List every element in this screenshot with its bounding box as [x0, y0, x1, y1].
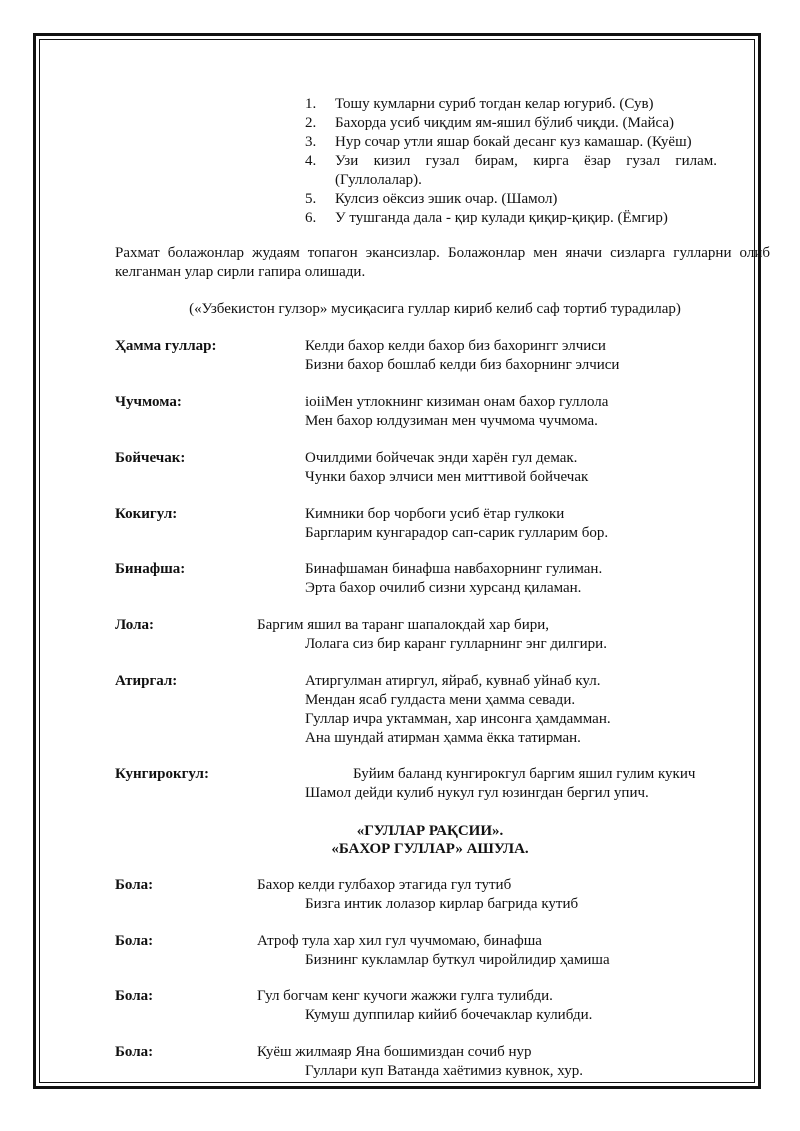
verse-line: Куёш жилмаяр Яна бошимиздан сочиб нур	[257, 1044, 532, 1060]
section-heading: «ГУЛЛАР РАҚСИИ».	[356, 823, 504, 839]
riddle-text: У тушганда дала - қир кулади қиқир-қиқир. (Ёмгир)	[335, 210, 668, 226]
verse-line: Бизга интик лолазор кирлар багрида кутиб	[305, 896, 579, 912]
speaker-label: Кокигул:	[115, 506, 178, 522]
verse-line: Чунки бахор элчиси мен миттивой бойчечак	[305, 469, 589, 485]
verse-line: Гуллари куп Ватанда хаётимиз кувнок, хур.	[305, 1063, 583, 1079]
verse-line: Гуллар ичра уктамман, хар инсонга ҳамдамман.	[305, 711, 611, 727]
verse-line: Мендан ясаб гулдаста мени ҳамма севади.	[305, 692, 576, 708]
verse-line: Кумуш дуппилар кийиб бочечаклар кулибди.	[305, 1007, 593, 1023]
riddle-text: Бахорда усиб чиқдим ям-яшил бўлиб чиқди. (Майса)	[335, 115, 675, 131]
riddle-number: 2.	[305, 115, 317, 131]
riddle-number: 1.	[305, 96, 317, 112]
riddle-number: 4.	[305, 153, 317, 169]
verse-line: Келди бахор келди бахор биз бахорингг элчиси	[305, 338, 606, 354]
section-heading: «БАХОР ГУЛЛАР» АШУЛА.	[331, 841, 529, 857]
verse-line: ioiiМен утлокнинг кизиман онам бахор гуллола	[305, 394, 609, 410]
speaker-label: Лола:	[115, 617, 155, 633]
verse-line: Очилдими бойчечак энди харён гул демак.	[305, 450, 578, 466]
verse-line: Атиргулман атиргул, яйраб, кувнаб уйнаб кул.	[305, 673, 601, 689]
verse-line: Кимники бор чорбоги усиб ётар гулкоки	[305, 506, 565, 522]
riddle-number: 6.	[305, 210, 317, 226]
speaker-label: Кунгирокгул:	[115, 766, 209, 782]
verse-line: Лолага сиз бир каранг гулларнинг энг дилгири.	[305, 636, 607, 652]
riddle-text: Кулсиз оёксиз эшик очар. (Шамол)	[335, 191, 558, 207]
speaker-label: Бола:	[115, 933, 154, 949]
speaker-label: Бойчечак:	[115, 450, 186, 466]
speaker-label: Атиргал:	[115, 673, 178, 689]
speaker-label: Бола:	[115, 988, 154, 1004]
riddle-number: 5.	[305, 191, 317, 207]
verse-line: Бинафшаман бинафша навбахорнинг гулиман.	[305, 561, 603, 577]
verse-line: Баргим яшил ва таранг шапалокдай хар бири,	[257, 617, 549, 633]
verse-line: Баргларим кунгарадор сап-сарик гулларим бор.	[305, 525, 609, 541]
riddle-list	[305, 95, 717, 228]
verse-line: Эрта бахор очилиб сизни хурсанд қиламан.	[305, 580, 582, 596]
verse-line: Бахор келди гулбахор этагида гул тутиб	[257, 877, 512, 893]
riddle-text: Нур сочар утли яшар бокай десанг куз камашар. (Куёш)	[335, 134, 692, 150]
riddle-item	[305, 133, 717, 152]
riddle-text: Тошу кумларни суриб тогдан келар югуриб. (Сув)	[335, 96, 654, 112]
speaker-label: Бола:	[115, 1044, 154, 1060]
verse-line: Мен бахор юлдузиман мен чучмома чучмома.	[305, 413, 598, 429]
speaker-label: Чучмома:	[115, 394, 182, 410]
verse-line: Шамол дейди кулиб нукул гул юзингдан бергил упич.	[305, 785, 649, 801]
riddle-item	[305, 114, 717, 133]
riddle-item	[305, 190, 717, 209]
verse-line: Гул богчам кенг кучоги жажжи гулга тулибди.	[257, 988, 553, 1004]
riddle-item	[305, 209, 717, 228]
intro-paragraph: Рахмат болажонлар жудаям топагон экансизлар. Болажонлар мен яначи сизларга гулларни олиб келганман улар сирли гапира олишади.	[115, 245, 770, 280]
verse-line: Бизнинг кукламлар буткул чиройлидир ҳамиша	[305, 952, 610, 968]
verse-line: Атроф тула хар хил гул чучмомаю, бинафша	[257, 933, 542, 949]
speaker-label: Ҳамма гуллар:	[115, 338, 217, 354]
verse-line: Бизни бахор бошлаб келди биз бахорнинг элчиси	[305, 357, 620, 373]
riddle-text: Узи кизил гузал бирам, кирга ёзар гузал гилам. (Гуллолалар).	[335, 153, 717, 188]
speaker-label: Бола:	[115, 877, 154, 893]
riddle-item	[305, 95, 717, 114]
speaker-label: Бинафша:	[115, 561, 186, 577]
verse-line: Ана шундай атирман ҳамма ёкка татирман.	[305, 730, 581, 746]
riddle-item	[305, 152, 717, 190]
stage-direction: («Узбекистон гулзор» мусиқасига гуллар кириб келиб саф тортиб турадилар)	[189, 301, 681, 317]
verse-line: Буйим баланд кунгирокгул баргим яшил гулим кукич	[353, 766, 696, 782]
riddle-number: 3.	[305, 134, 317, 150]
